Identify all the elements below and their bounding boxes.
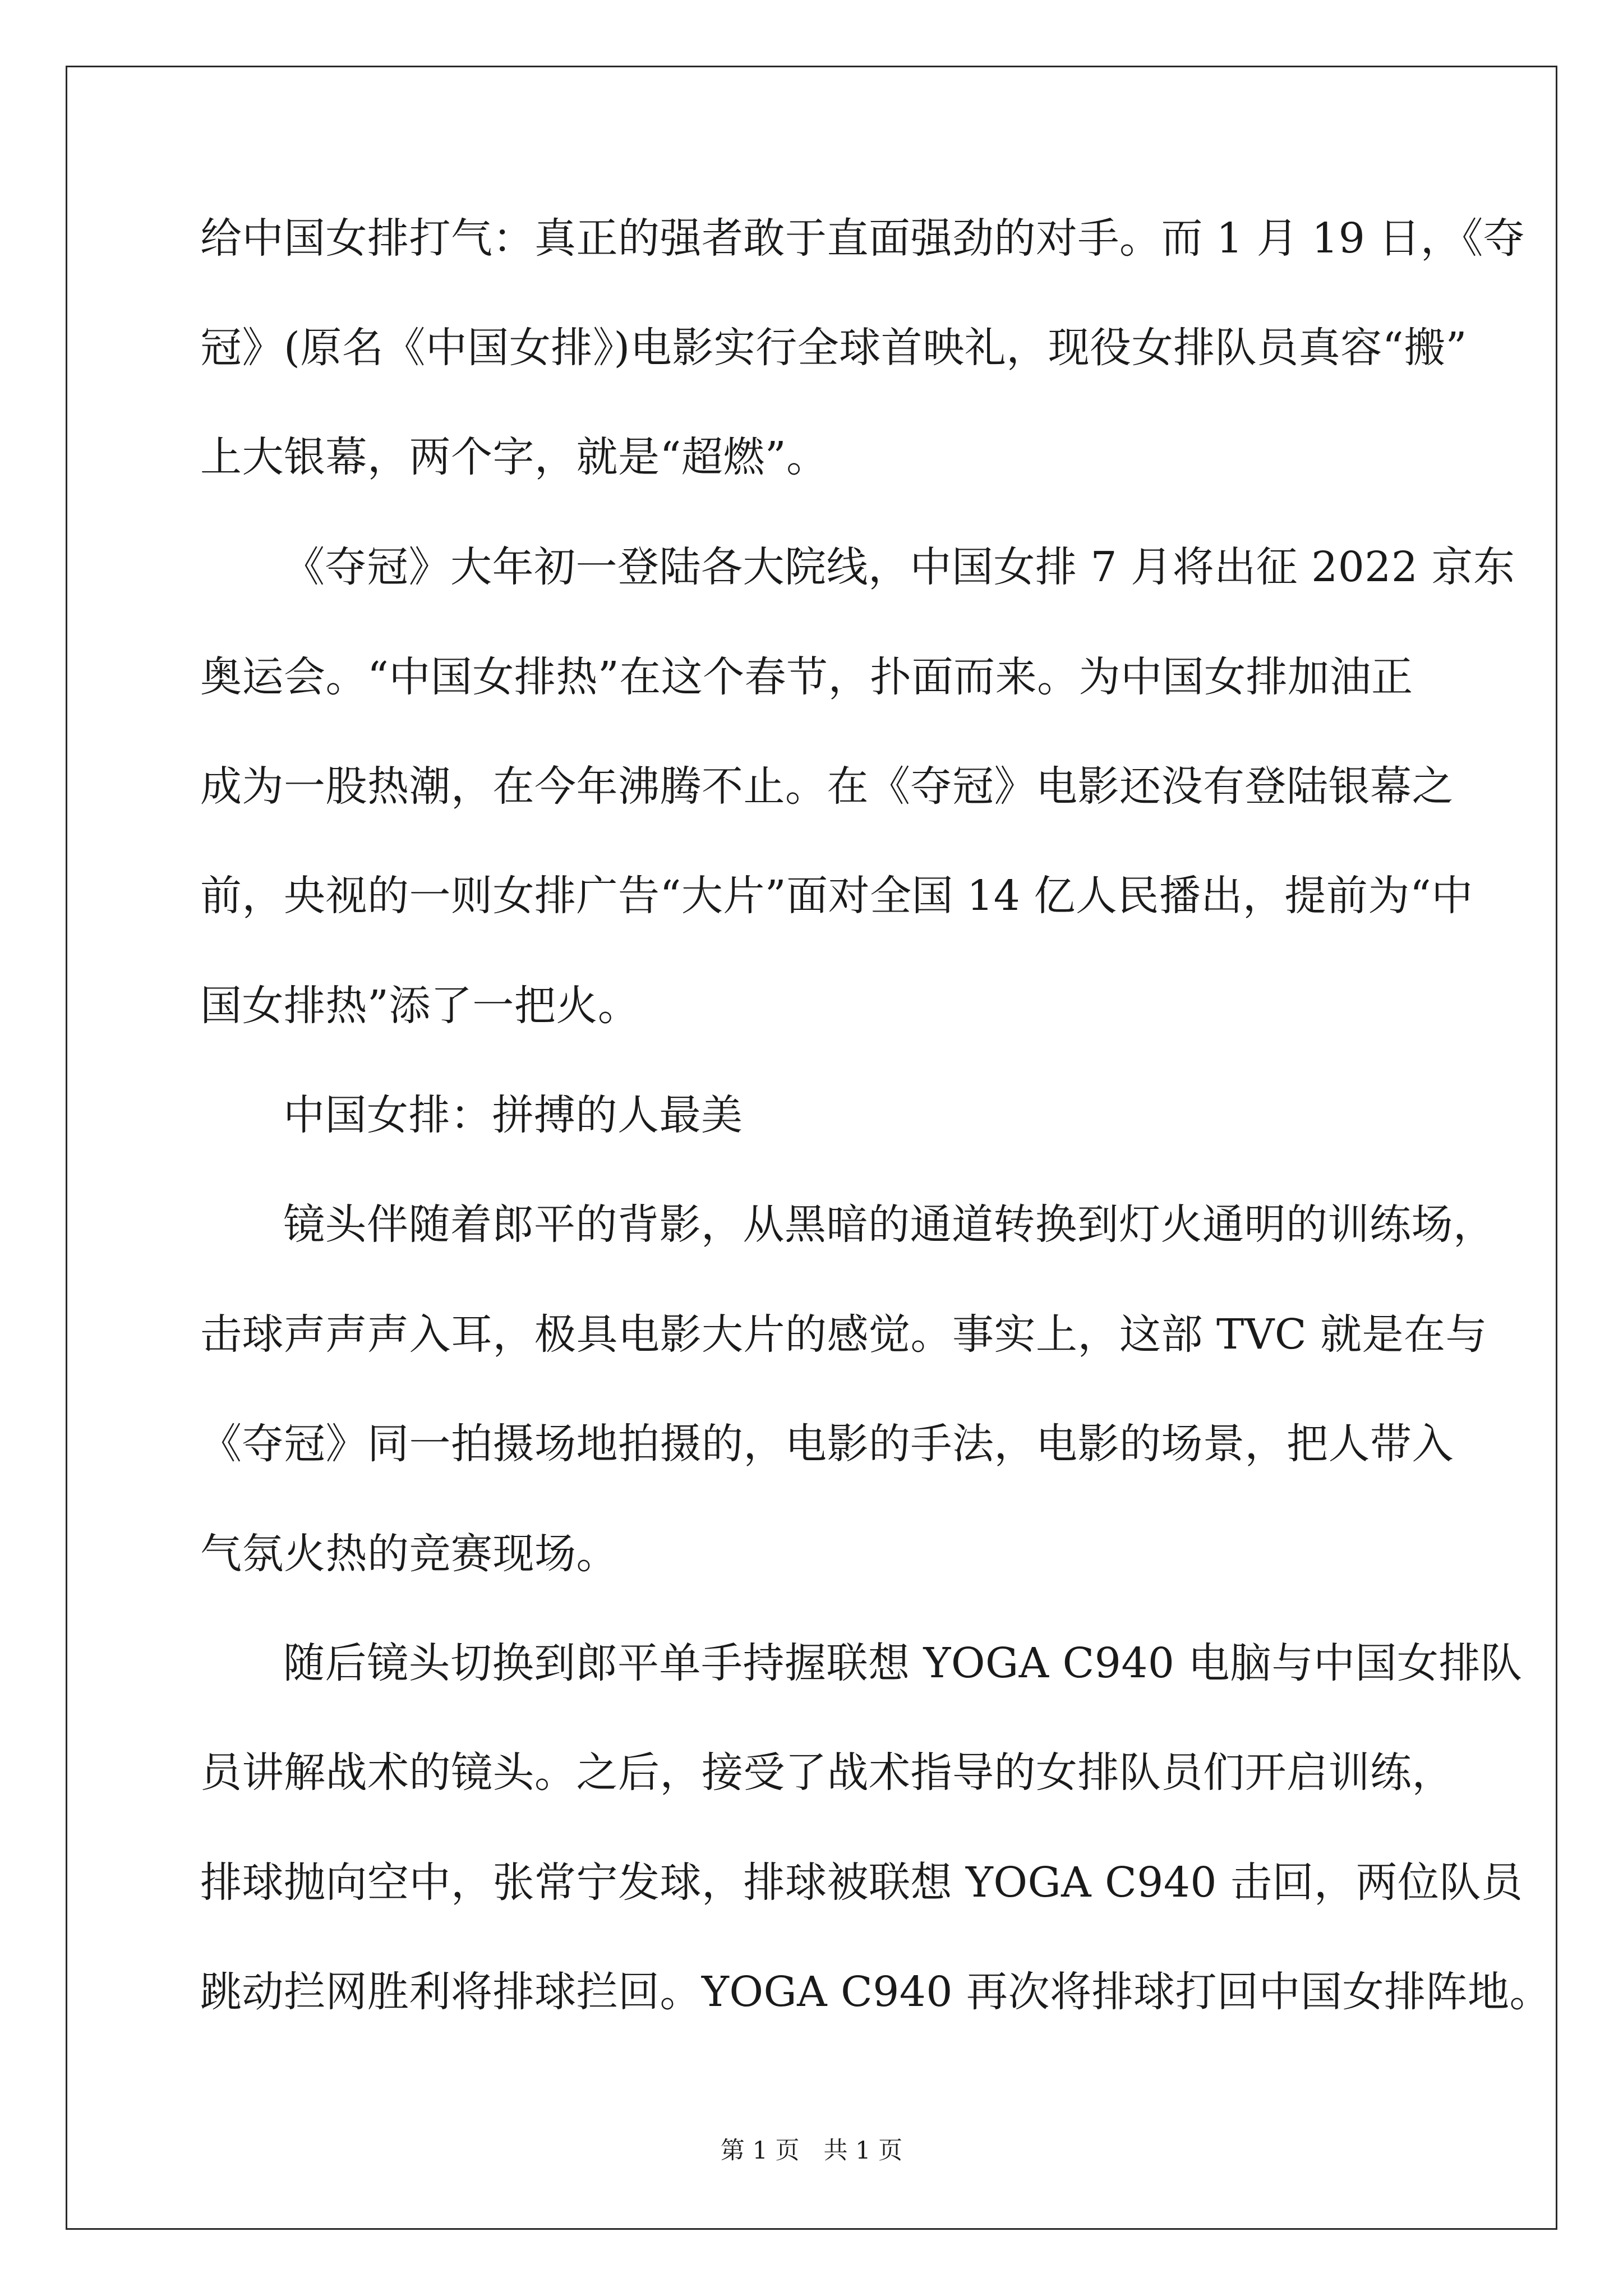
paragraph-line: 给中国女排打气：真正的强者敢于直面强劲的对手。而 1 月 19 日，《夺 [200, 214, 1525, 263]
paragraph-line: 前，央视的一则女排广告“大片”面对全国 14 亿人民播出，提前为“中 [200, 872, 1473, 920]
paragraph-line: 镜头伴随着郎平的背影，从黑暗的通道转换到灯火通明的训练场， [283, 1200, 1495, 1249]
paragraph-line: 《夺冠》大年初一登陆各大院线，中国女排 7 月将出征 2022 京东 [283, 543, 1515, 591]
paragraph-line: 跳动拦网胜利将排球拦回。YOGA C940 再次将排球打回中国女排阵地。 [200, 1968, 1551, 2016]
paragraph-line: 排球抛向空中，张常宁发球，排球被联想 YOGA C940 击回，两位队员 [200, 1858, 1523, 1907]
paragraph-line: 奥运会。“中国女排热”在这个春节，扑面而来。为中国女排加油正 [200, 653, 1413, 701]
section-heading: 中国女排：拼搏的人最美 [283, 1091, 743, 1139]
paragraph-line: 成为一股热潮，在今年沸腾不止。在《夺冠》电影还没有登陆银幕之 [200, 762, 1454, 811]
paragraph-line: 随后镜头切换到郎平单手持握联想 YOGA C940 电脑与中国女排队 [283, 1639, 1523, 1687]
paragraph-line: 员讲解战术的镜头。之后，接受了战术指导的女排队员们开启训练， [200, 1749, 1454, 1797]
paragraph-line: 上大银幕，两个字，就是“超燃”。 [200, 433, 828, 481]
paragraph-line: 气氛火热的竞赛现场。 [200, 1530, 618, 1578]
paragraph-line: 《夺冠》同一拍摄场地拍摄的，电影的手法，电影的场景，把人带入 [200, 1420, 1454, 1468]
paragraph-line: 击球声声声入耳，极具电影大片的感觉。事实上，这部 TVC 就是在与 [200, 1310, 1487, 1359]
paragraph-line: 冠》(原名《中国女排》)电影实行全球首映礼，现役女排队员真容“搬” [200, 324, 1467, 372]
page-number-footer: 第 1 页 共 1 页 [720, 2137, 903, 2165]
paragraph-line: 国女排热”添了一把火。 [200, 982, 640, 1030]
